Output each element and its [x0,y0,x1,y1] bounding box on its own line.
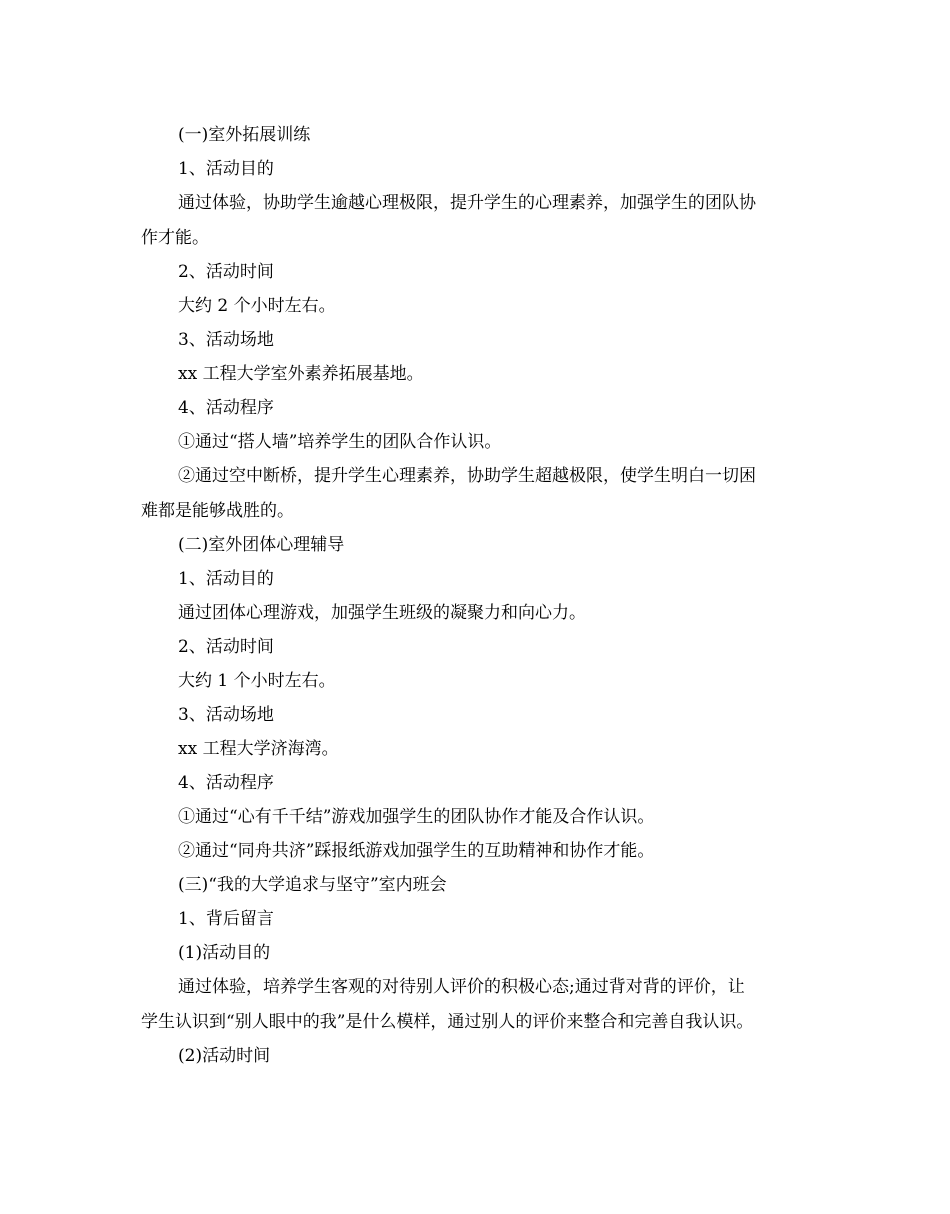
subsection-heading: 3、活动场地 [178,330,274,350]
subsection-heading: 2、活动时间 [178,262,274,282]
section-heading: (二)室外团体心理辅导 [178,535,345,555]
paragraph-line: 通过团体心理游戏，加强学生班级的凝聚力和向心力。 [178,603,586,623]
paragraph-line: xx 工程大学室外素养拓展基地。 [178,364,424,384]
paragraph-line: xx 工程大学济海湾。 [178,739,339,759]
subsection-heading: 3、活动场地 [178,705,274,725]
subsection-heading: 1、活动目的 [178,159,274,179]
subsection-heading: (2)活动时间 [178,1046,271,1066]
paragraph-line: 学生认识到“别人眼中的我”是什么模样，通过别人的评价来整合和完善自我认识。 [141,1012,754,1032]
paragraph-line: ①通过“心有千千结”游戏加强学生的团队协作才能及合作认识。 [178,807,655,827]
paragraph-line: ②通过空中断桥，提升学生心理素养，协助学生超越极限，使学生明白一切困 [178,466,756,486]
subsection-heading: 4、活动程序 [178,398,274,418]
paragraph-line: 通过体验，培养学生客观的对待别人评价的积极心态;通过背对背的评价，让 [178,977,745,997]
subsection-heading: 2、活动时间 [178,637,274,657]
paragraph-line: ②通过“同舟共济”踩报纸游戏加强学生的互助精神和协作才能。 [178,841,655,861]
paragraph-line: 作才能。 [141,228,209,248]
section-heading: (三)“我的大学追求与坚守”室内班会 [178,875,447,895]
paragraph-line: 难都是能够战胜的。 [141,501,294,521]
subsection-heading: 1、活动目的 [178,569,274,589]
subsection-heading: 1、背后留言 [178,909,274,929]
paragraph-line: ①通过“搭人墙”培养学生的团队合作认识。 [178,432,502,452]
subsection-heading: 4、活动程序 [178,773,274,793]
paragraph-line: 大约 1 个小时左右。 [178,671,336,691]
subsection-heading: (1)活动目的 [178,943,271,963]
paragraph-line: 大约 2 个小时左右。 [178,296,336,316]
section-heading: (一)室外拓展训练 [178,125,311,145]
paragraph-line: 通过体验，协助学生逾越心理极限，提升学生的心理素养，加强学生的团队协 [178,193,756,213]
